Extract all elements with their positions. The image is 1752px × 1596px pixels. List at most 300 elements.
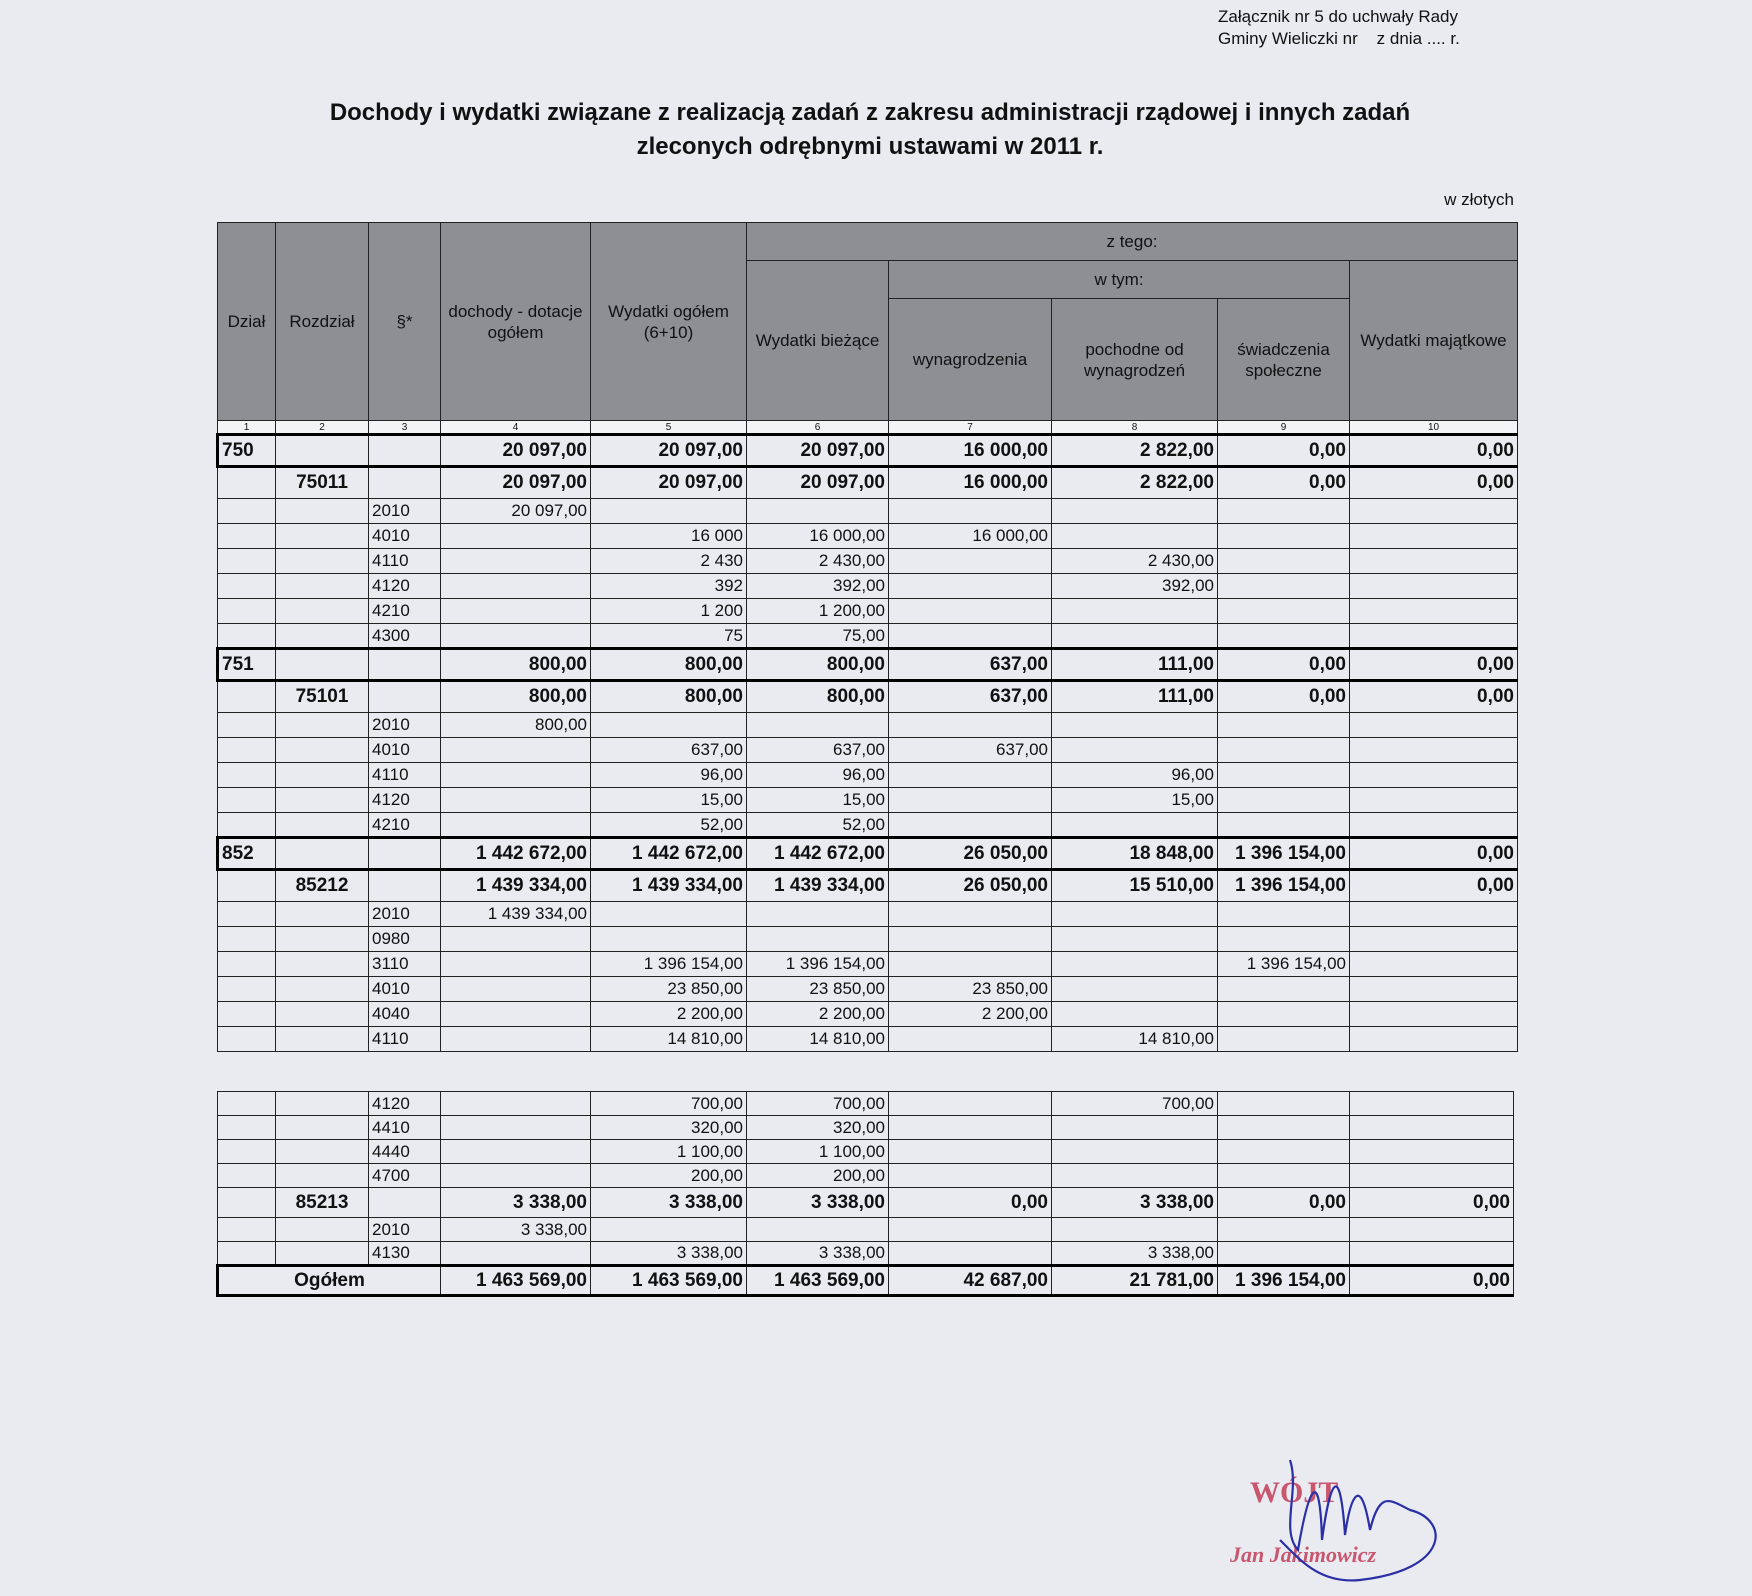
cell-col-8 bbox=[1052, 813, 1218, 838]
cell-col-10 bbox=[1350, 763, 1518, 788]
table-row-p bbox=[218, 902, 1518, 927]
cell-col-2 bbox=[276, 927, 369, 952]
cell-col-7: 16 000,00 bbox=[889, 467, 1052, 499]
cell-col-8: 14 810,00 bbox=[1052, 1027, 1218, 1052]
cell-col-3 bbox=[369, 435, 441, 467]
table-row-p bbox=[218, 499, 1518, 524]
cell-col-6: 320,00 bbox=[747, 1116, 889, 1140]
cell-col-3 bbox=[369, 1188, 441, 1218]
cell-col-1 bbox=[218, 977, 276, 1002]
cell-col-4: 800,00 bbox=[441, 649, 591, 681]
table-row-p bbox=[218, 927, 1518, 952]
cell-col-2 bbox=[276, 1027, 369, 1052]
cell-col-7: 2 200,00 bbox=[889, 1002, 1052, 1027]
header-wydatki-ogolem: Wydatki ogółem (6+10) bbox=[591, 223, 747, 421]
header-pochodne: pochodne od wynagrodzeń bbox=[1052, 299, 1218, 421]
cell-col-1 bbox=[218, 1140, 276, 1164]
cell-col-3 bbox=[369, 870, 441, 902]
cell-col-1 bbox=[218, 870, 276, 902]
cell-col-8 bbox=[1052, 713, 1218, 738]
cell-col-2 bbox=[276, 574, 369, 599]
cell-col-9 bbox=[1218, 599, 1350, 624]
table-row-p bbox=[218, 524, 1518, 549]
cell-col-6: 2 200,00 bbox=[747, 1002, 889, 1027]
cell-col-3: 4110 bbox=[369, 1027, 441, 1052]
cell-col-6: 3 338,00 bbox=[747, 1188, 889, 1218]
cell-col-6 bbox=[747, 499, 889, 524]
cell-col-5: 700,00 bbox=[591, 1092, 747, 1116]
cell-col-4: 3 338,00 bbox=[441, 1188, 591, 1218]
cell-col-1 bbox=[218, 1027, 276, 1052]
cell-col-9: 1 396 154,00 bbox=[1218, 838, 1350, 870]
total-cell-col-5: 1 463 569,00 bbox=[591, 1266, 747, 1296]
cell-col-4: 1 439 334,00 bbox=[441, 870, 591, 902]
cell-col-4: 3 338,00 bbox=[441, 1218, 591, 1242]
cell-col-7 bbox=[889, 499, 1052, 524]
cell-col-1 bbox=[218, 813, 276, 838]
cell-col-8 bbox=[1052, 524, 1218, 549]
table-row-p bbox=[218, 1218, 1514, 1242]
cell-col-5: 200,00 bbox=[591, 1164, 747, 1188]
table-row-p bbox=[218, 977, 1518, 1002]
cell-col-2 bbox=[276, 435, 369, 467]
cell-col-9 bbox=[1218, 902, 1350, 927]
cell-col-4 bbox=[441, 1242, 591, 1266]
table-row-rozdzial bbox=[218, 681, 1518, 713]
cell-col-1 bbox=[218, 467, 276, 499]
cell-col-6: 52,00 bbox=[747, 813, 889, 838]
header-biezace: Wydatki bieżące bbox=[747, 261, 889, 421]
cell-col-10: 0,00 bbox=[1350, 467, 1518, 499]
stamp-title: WÓJT bbox=[1250, 1476, 1339, 1509]
total-cell-col-7: 42 687,00 bbox=[889, 1266, 1052, 1296]
cell-col-2 bbox=[276, 1140, 369, 1164]
cell-col-3: 4210 bbox=[369, 599, 441, 624]
cell-col-5: 2 430 bbox=[591, 549, 747, 574]
cell-col-10 bbox=[1350, 1140, 1514, 1164]
budget-table bbox=[216, 222, 1518, 1052]
cell-col-2: 75101 bbox=[276, 681, 369, 713]
header-dochody: dochody - dotacje ogółem bbox=[441, 223, 591, 421]
cell-col-6 bbox=[747, 713, 889, 738]
cell-col-10 bbox=[1350, 1164, 1514, 1188]
cell-col-1 bbox=[218, 524, 276, 549]
header-swiadczenia: świadczenia społeczne bbox=[1218, 299, 1350, 421]
cell-col-8: 700,00 bbox=[1052, 1092, 1218, 1116]
cell-col-3: 4010 bbox=[369, 738, 441, 763]
total-cell-col-4: 1 463 569,00 bbox=[441, 1266, 591, 1296]
cell-col-5: 3 338,00 bbox=[591, 1188, 747, 1218]
cell-col-3: 4410 bbox=[369, 1116, 441, 1140]
cell-col-10 bbox=[1350, 977, 1518, 1002]
cell-col-6: 1 442 672,00 bbox=[747, 838, 889, 870]
cell-col-4 bbox=[441, 977, 591, 1002]
cell-col-2 bbox=[276, 1218, 369, 1242]
table-body-part-2 bbox=[218, 1092, 1514, 1296]
column-number: 10 bbox=[1350, 421, 1518, 435]
cell-col-3: 4210 bbox=[369, 813, 441, 838]
cell-col-2: 85213 bbox=[276, 1188, 369, 1218]
cell-col-5 bbox=[591, 927, 747, 952]
annex-line-2: Gminy Wieliczki nr z dnia .... r. bbox=[1218, 29, 1460, 48]
cell-col-1 bbox=[218, 1188, 276, 1218]
cell-col-3: 4110 bbox=[369, 763, 441, 788]
cell-col-10: 0,00 bbox=[1350, 870, 1518, 902]
cell-col-10: 0,00 bbox=[1350, 838, 1518, 870]
table-row-p bbox=[218, 1027, 1518, 1052]
cell-col-3: 4120 bbox=[369, 1092, 441, 1116]
cell-col-10 bbox=[1350, 1027, 1518, 1052]
cell-col-3: 4010 bbox=[369, 524, 441, 549]
cell-col-5: 20 097,00 bbox=[591, 435, 747, 467]
cell-col-10 bbox=[1350, 499, 1518, 524]
cell-col-7: 23 850,00 bbox=[889, 977, 1052, 1002]
cell-col-2 bbox=[276, 977, 369, 1002]
cell-col-7 bbox=[889, 927, 1052, 952]
cell-col-4: 800,00 bbox=[441, 681, 591, 713]
cell-col-9 bbox=[1218, 738, 1350, 763]
cell-col-3: 4300 bbox=[369, 624, 441, 649]
cell-col-5 bbox=[591, 1218, 747, 1242]
cell-col-8: 392,00 bbox=[1052, 574, 1218, 599]
cell-col-8 bbox=[1052, 1164, 1218, 1188]
cell-col-4 bbox=[441, 1164, 591, 1188]
table-row-p bbox=[218, 738, 1518, 763]
cell-col-9: 0,00 bbox=[1218, 467, 1350, 499]
cell-col-2 bbox=[276, 813, 369, 838]
cell-col-9 bbox=[1218, 1027, 1350, 1052]
cell-col-7 bbox=[889, 1218, 1052, 1242]
cell-col-7: 0,00 bbox=[889, 1188, 1052, 1218]
cell-col-9: 0,00 bbox=[1218, 1188, 1350, 1218]
cell-col-6: 392,00 bbox=[747, 574, 889, 599]
cell-col-7 bbox=[889, 763, 1052, 788]
cell-col-4 bbox=[441, 813, 591, 838]
cell-col-7 bbox=[889, 1116, 1052, 1140]
cell-col-10: 0,00 bbox=[1350, 649, 1518, 681]
table-row-p bbox=[218, 549, 1518, 574]
cell-col-7 bbox=[889, 549, 1052, 574]
cell-col-5: 392 bbox=[591, 574, 747, 599]
cell-col-6: 15,00 bbox=[747, 788, 889, 813]
cell-col-2 bbox=[276, 763, 369, 788]
cell-col-4 bbox=[441, 927, 591, 952]
cell-col-8: 15,00 bbox=[1052, 788, 1218, 813]
cell-col-5: 52,00 bbox=[591, 813, 747, 838]
cell-col-5: 16 000 bbox=[591, 524, 747, 549]
cell-col-5: 1 439 334,00 bbox=[591, 870, 747, 902]
cell-col-3 bbox=[369, 681, 441, 713]
cell-col-8 bbox=[1052, 1116, 1218, 1140]
cell-col-8: 111,00 bbox=[1052, 649, 1218, 681]
cell-col-4 bbox=[441, 738, 591, 763]
header-paragraf: §* bbox=[369, 223, 441, 421]
cell-col-3 bbox=[369, 649, 441, 681]
cell-col-9 bbox=[1218, 1002, 1350, 1027]
column-number: 6 bbox=[747, 421, 889, 435]
unit-label: w złotych bbox=[1444, 190, 1514, 209]
annex-note bbox=[1218, 6, 1460, 50]
cell-col-4 bbox=[441, 574, 591, 599]
total-cell-col-6: 1 463 569,00 bbox=[747, 1266, 889, 1296]
table-row-p bbox=[218, 599, 1518, 624]
cell-col-7 bbox=[889, 599, 1052, 624]
table-row-dzial bbox=[218, 838, 1518, 870]
cell-col-8: 2 430,00 bbox=[1052, 549, 1218, 574]
cell-col-10 bbox=[1350, 713, 1518, 738]
cell-col-9 bbox=[1218, 1116, 1350, 1140]
cell-col-6: 800,00 bbox=[747, 681, 889, 713]
cell-col-4: 20 097,00 bbox=[441, 499, 591, 524]
cell-col-8 bbox=[1052, 977, 1218, 1002]
cell-col-2 bbox=[276, 788, 369, 813]
cell-col-1 bbox=[218, 763, 276, 788]
cell-col-3 bbox=[369, 838, 441, 870]
cell-col-10 bbox=[1350, 1092, 1514, 1116]
document-title bbox=[200, 96, 1540, 164]
cell-col-3: 4120 bbox=[369, 574, 441, 599]
cell-col-1: 750 bbox=[218, 435, 276, 467]
cell-col-4 bbox=[441, 1092, 591, 1116]
cell-col-7 bbox=[889, 713, 1052, 738]
cell-col-8: 2 822,00 bbox=[1052, 467, 1218, 499]
cell-col-7 bbox=[889, 1092, 1052, 1116]
table-header bbox=[218, 223, 1518, 435]
cell-col-8 bbox=[1052, 927, 1218, 952]
cell-col-4 bbox=[441, 952, 591, 977]
cell-col-7: 26 050,00 bbox=[889, 838, 1052, 870]
cell-col-10 bbox=[1350, 952, 1518, 977]
cell-col-6: 14 810,00 bbox=[747, 1027, 889, 1052]
table-row-p bbox=[218, 1242, 1514, 1266]
cell-col-2 bbox=[276, 1242, 369, 1266]
cell-col-8: 96,00 bbox=[1052, 763, 1218, 788]
cell-col-3: 4130 bbox=[369, 1242, 441, 1266]
cell-col-8 bbox=[1052, 624, 1218, 649]
cell-col-10 bbox=[1350, 624, 1518, 649]
cell-col-9: 0,00 bbox=[1218, 649, 1350, 681]
cell-col-6: 23 850,00 bbox=[747, 977, 889, 1002]
cell-col-3: 4120 bbox=[369, 788, 441, 813]
title-line-1: Dochody i wydatki związane z realizacją zadań z zakresu administracji rządowej i innych zadań bbox=[329, 99, 1411, 126]
cell-col-2 bbox=[276, 524, 369, 549]
cell-col-8 bbox=[1052, 1002, 1218, 1027]
cell-col-10 bbox=[1350, 599, 1518, 624]
cell-col-8 bbox=[1052, 738, 1218, 763]
header-wynagrodzenia: wynagrodzenia bbox=[889, 299, 1052, 421]
column-number: 5 bbox=[591, 421, 747, 435]
cell-col-6: 700,00 bbox=[747, 1092, 889, 1116]
cell-col-4 bbox=[441, 524, 591, 549]
total-cell-col-9: 1 396 154,00 bbox=[1218, 1266, 1350, 1296]
table-row-p bbox=[218, 813, 1518, 838]
cell-col-1 bbox=[218, 1002, 276, 1027]
cell-col-10 bbox=[1350, 1218, 1514, 1242]
cell-col-9 bbox=[1218, 524, 1350, 549]
cell-col-4 bbox=[441, 1002, 591, 1027]
table-row-p bbox=[218, 624, 1518, 649]
cell-col-5: 800,00 bbox=[591, 681, 747, 713]
cell-col-1 bbox=[218, 1218, 276, 1242]
cell-col-7 bbox=[889, 1027, 1052, 1052]
cell-col-1 bbox=[218, 1116, 276, 1140]
cell-col-3: 4440 bbox=[369, 1140, 441, 1164]
cell-col-10 bbox=[1350, 524, 1518, 549]
cell-col-10 bbox=[1350, 738, 1518, 763]
column-number: 8 bbox=[1052, 421, 1218, 435]
cell-col-2 bbox=[276, 713, 369, 738]
signature-stamp bbox=[1220, 1440, 1460, 1590]
cell-col-1 bbox=[218, 927, 276, 952]
header-dzial: Dział bbox=[218, 223, 276, 421]
column-number-row bbox=[218, 421, 1518, 435]
cell-col-4 bbox=[441, 1116, 591, 1140]
cell-col-2 bbox=[276, 549, 369, 574]
cell-col-6 bbox=[747, 927, 889, 952]
cell-col-10: 0,00 bbox=[1350, 1188, 1514, 1218]
cell-col-6: 20 097,00 bbox=[747, 467, 889, 499]
cell-col-5: 23 850,00 bbox=[591, 977, 747, 1002]
cell-col-5: 637,00 bbox=[591, 738, 747, 763]
cell-col-1: 751 bbox=[218, 649, 276, 681]
table-row-rozdzial bbox=[218, 870, 1518, 902]
cell-col-2 bbox=[276, 1002, 369, 1027]
stamp-name: Jan Jakimowicz bbox=[1230, 1542, 1377, 1567]
cell-col-1 bbox=[218, 1164, 276, 1188]
cell-col-3: 4110 bbox=[369, 549, 441, 574]
cell-col-5: 800,00 bbox=[591, 649, 747, 681]
cell-col-5: 3 338,00 bbox=[591, 1242, 747, 1266]
header-rozdzial: Rozdział bbox=[276, 223, 369, 421]
cell-col-10 bbox=[1350, 788, 1518, 813]
cell-col-1 bbox=[218, 499, 276, 524]
cell-col-4 bbox=[441, 1140, 591, 1164]
cell-col-5: 14 810,00 bbox=[591, 1027, 747, 1052]
cell-col-2 bbox=[276, 599, 369, 624]
cell-col-6: 1 439 334,00 bbox=[747, 870, 889, 902]
cell-col-4 bbox=[441, 549, 591, 574]
table-row-p bbox=[218, 1116, 1514, 1140]
cell-col-6: 20 097,00 bbox=[747, 435, 889, 467]
cell-col-5: 1 396 154,00 bbox=[591, 952, 747, 977]
cell-col-9 bbox=[1218, 499, 1350, 524]
cell-col-9 bbox=[1218, 549, 1350, 574]
cell-col-3: 4010 bbox=[369, 977, 441, 1002]
cell-col-8: 3 338,00 bbox=[1052, 1188, 1218, 1218]
table-row-total bbox=[218, 1266, 1514, 1296]
cell-col-8: 15 510,00 bbox=[1052, 870, 1218, 902]
cell-col-3: 4040 bbox=[369, 1002, 441, 1027]
cell-col-1 bbox=[218, 681, 276, 713]
cell-col-9 bbox=[1218, 763, 1350, 788]
cell-col-6: 2 430,00 bbox=[747, 549, 889, 574]
header-z-tego: z tego: bbox=[747, 223, 1518, 261]
cell-col-9 bbox=[1218, 713, 1350, 738]
cell-col-3: 3110 bbox=[369, 952, 441, 977]
cell-col-1 bbox=[218, 1092, 276, 1116]
cell-col-7 bbox=[889, 813, 1052, 838]
cell-col-5: 15,00 bbox=[591, 788, 747, 813]
cell-col-7: 637,00 bbox=[889, 649, 1052, 681]
cell-col-5: 1 442 672,00 bbox=[591, 838, 747, 870]
cell-col-2 bbox=[276, 624, 369, 649]
cell-col-2 bbox=[276, 1092, 369, 1116]
cell-col-7 bbox=[889, 1242, 1052, 1266]
cell-col-10 bbox=[1350, 1002, 1518, 1027]
cell-col-9: 0,00 bbox=[1218, 435, 1350, 467]
cell-col-4 bbox=[441, 1027, 591, 1052]
table-row-p bbox=[218, 1164, 1514, 1188]
cell-col-10 bbox=[1350, 1242, 1514, 1266]
cell-col-4 bbox=[441, 599, 591, 624]
cell-col-4: 20 097,00 bbox=[441, 467, 591, 499]
cell-col-6: 16 000,00 bbox=[747, 524, 889, 549]
cell-col-6 bbox=[747, 1218, 889, 1242]
header-majatkowe: Wydatki majątkowe bbox=[1350, 261, 1518, 421]
cell-col-2 bbox=[276, 1116, 369, 1140]
table-row-dzial bbox=[218, 649, 1518, 681]
cell-col-6: 96,00 bbox=[747, 763, 889, 788]
table-row-dzial bbox=[218, 435, 1518, 467]
cell-col-6: 1 200,00 bbox=[747, 599, 889, 624]
cell-col-2 bbox=[276, 1164, 369, 1188]
cell-col-7: 16 000,00 bbox=[889, 435, 1052, 467]
cell-col-3: 2010 bbox=[369, 902, 441, 927]
cell-col-10: 0,00 bbox=[1350, 435, 1518, 467]
cell-col-9 bbox=[1218, 1242, 1350, 1266]
cell-col-9: 1 396 154,00 bbox=[1218, 870, 1350, 902]
cell-col-4: 1 439 334,00 bbox=[441, 902, 591, 927]
cell-col-7 bbox=[889, 952, 1052, 977]
table-row-rozdzial bbox=[218, 467, 1518, 499]
cell-col-10 bbox=[1350, 813, 1518, 838]
cell-col-5 bbox=[591, 713, 747, 738]
cell-col-2 bbox=[276, 499, 369, 524]
cell-col-4: 800,00 bbox=[441, 713, 591, 738]
cell-col-7: 637,00 bbox=[889, 681, 1052, 713]
cell-col-1 bbox=[218, 902, 276, 927]
cell-col-4: 1 442 672,00 bbox=[441, 838, 591, 870]
cell-col-3 bbox=[369, 467, 441, 499]
cell-col-8 bbox=[1052, 1218, 1218, 1242]
column-number: 7 bbox=[889, 421, 1052, 435]
cell-col-7 bbox=[889, 1164, 1052, 1188]
cell-col-9 bbox=[1218, 927, 1350, 952]
cell-col-9 bbox=[1218, 1164, 1350, 1188]
cell-col-1: 852 bbox=[218, 838, 276, 870]
cell-col-7 bbox=[889, 1140, 1052, 1164]
cell-col-10 bbox=[1350, 574, 1518, 599]
column-number: 2 bbox=[276, 421, 369, 435]
cell-col-1 bbox=[218, 549, 276, 574]
cell-col-8 bbox=[1052, 902, 1218, 927]
table-row-p bbox=[218, 788, 1518, 813]
table-body-part-1 bbox=[218, 435, 1518, 1052]
annex-line-1: Załącznik nr 5 do uchwały Rady bbox=[1218, 7, 1459, 26]
cell-col-6: 1 396 154,00 bbox=[747, 952, 889, 977]
cell-col-4 bbox=[441, 763, 591, 788]
cell-col-10 bbox=[1350, 927, 1518, 952]
table-row-p bbox=[218, 952, 1518, 977]
cell-col-4: 20 097,00 bbox=[441, 435, 591, 467]
cell-col-7: 16 000,00 bbox=[889, 524, 1052, 549]
cell-col-1 bbox=[218, 574, 276, 599]
cell-col-6 bbox=[747, 902, 889, 927]
cell-col-1 bbox=[218, 624, 276, 649]
cell-col-8: 111,00 bbox=[1052, 681, 1218, 713]
cell-col-2 bbox=[276, 649, 369, 681]
cell-col-5: 2 200,00 bbox=[591, 1002, 747, 1027]
